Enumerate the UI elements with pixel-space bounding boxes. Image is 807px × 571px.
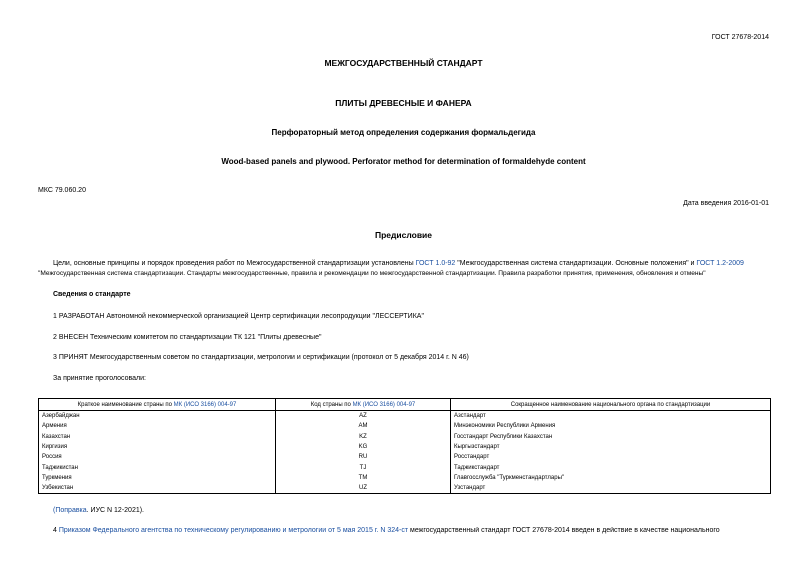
body-cell: Азстандарт <box>451 411 771 422</box>
table-row <box>39 442 771 452</box>
body-cell: Узстандарт <box>451 483 771 494</box>
body-cell: Главгосслужба "Туркменстандартлары" <box>451 473 771 483</box>
voted-label: За принятие проголосовали: <box>53 375 146 382</box>
intro-date: Дата введения 2016-01-01 <box>683 200 769 207</box>
method-title-ru: Перфораторный метод определения содержания формальдегида <box>271 128 536 137</box>
order-link[interactable]: Приказом Федерального агентства по техническому регулированию и метрологии от 5 мая 2015 г. N 324-ст <box>58 527 409 534</box>
country-cell: Азербайджан <box>39 411 276 422</box>
body-cell: Кыргызстандарт <box>451 442 771 452</box>
item-3: 3 ПРИНЯТ Межгосударственным советом по стандартизации, метрологии и сертификации (протокол от 5 декабря 2014 г. N 46) <box>53 354 469 361</box>
product-title: ПЛИТЫ ДРЕВЕСНЫЕ И ФАНЕРА <box>335 98 472 108</box>
table-row <box>39 452 771 462</box>
p1-text-b: "Межгосударственная система стандартизации. Основные положения" и <box>455 260 697 267</box>
foreword-paragraph-line1 <box>53 259 744 269</box>
method-title-en: Wood-based panels and plywood. Perforator method for determination of formaldehyde content <box>221 157 586 166</box>
foreword-heading: Предисловие <box>374 230 433 240</box>
country-cell: Таджикистан <box>39 462 276 472</box>
standard-type: МЕЖГОСУДАРСТВЕННЫЙ СТАНДАРТ <box>324 58 483 68</box>
body-cell: Таджикстандарт <box>451 462 771 472</box>
doc-number: ГОСТ 27678-2014 <box>711 34 769 41</box>
country-cell: Казахстан <box>39 432 276 442</box>
body-cell: Минэкономики Республики Армения <box>451 421 771 431</box>
mk-iso-link[interactable]: МК (ИСО 3166) 004-97 <box>173 401 237 408</box>
table-header-row <box>39 399 771 411</box>
foreword-paragraph-line2: "Межгосударственная система стандартизации. Стандарты межгосударственные, правила и рекомендации по межгосударственной стандартизации. Правила разработки принятия, применения, обновления и отмены" <box>38 270 706 277</box>
col-body-header: Сокращенное наименование национального органа по стандартизации <box>451 399 771 411</box>
table-row <box>39 411 771 422</box>
mk-iso-link[interactable]: МК (ИСО 3166) 004-97 <box>352 401 416 408</box>
col-code-header: Код страны по МК (ИСО 3166) 004-97 <box>276 399 451 411</box>
country-cell: Армения <box>39 421 276 431</box>
mks-code: МКС 79.060.20 <box>38 187 86 194</box>
country-cell: Киргизия <box>39 442 276 452</box>
item-2: 2 ВНЕСЕН Техническим комитетом по стандартизации ТК 121 "Плиты древесные" <box>53 334 322 341</box>
amendment-note <box>53 507 144 514</box>
code-cell: UZ <box>276 483 451 494</box>
table-row <box>39 432 771 442</box>
code-cell: RU <box>276 452 451 462</box>
code-cell: TM <box>276 473 451 483</box>
item-4 <box>53 527 771 534</box>
code-cell: AM <box>276 421 451 431</box>
amendment-link[interactable]: (Поправка <box>53 507 87 514</box>
table-row <box>39 421 771 431</box>
gost-1-0-link[interactable]: ГОСТ 1.0-92 <box>415 260 456 267</box>
countries-table <box>38 398 771 494</box>
table-row <box>39 462 771 472</box>
info-heading: Сведения о стандарте <box>53 291 131 298</box>
amendment-text: . ИУС N 12-2021). <box>86 507 145 514</box>
item-1: 1 РАЗРАБОТАН Автономной некоммерческой организацией Центр сертификации лесопродукции "ЛЕССЕРТИКА" <box>53 313 424 320</box>
country-cell: Туркмения <box>39 473 276 483</box>
p1-text-a: Цели, основные принципы и порядок проведения работ по Межгосударственной стандартизации установлены <box>53 260 416 267</box>
gost-1-2-link[interactable]: ГОСТ 1.2-2009 <box>696 260 744 267</box>
code-cell: AZ <box>276 411 451 422</box>
item-4-number: 4 <box>53 527 59 534</box>
code-cell: KG <box>276 442 451 452</box>
body-cell: Госстандарт Республики Казахстан <box>451 432 771 442</box>
code-cell: KZ <box>276 432 451 442</box>
country-cell: Россия <box>39 452 276 462</box>
col-country-header: Краткое наименование страны по МК (ИСО 3166) 004-97 <box>39 399 276 411</box>
body-cell: Росстандарт <box>451 452 771 462</box>
item-4-text: межгосударственный стандарт ГОСТ 27678-2014 введен в действие в качестве национального <box>408 527 720 534</box>
table-row <box>39 483 771 494</box>
table-row <box>39 473 771 483</box>
country-cell: Узбекистан <box>39 483 276 494</box>
code-cell: TJ <box>276 462 451 472</box>
